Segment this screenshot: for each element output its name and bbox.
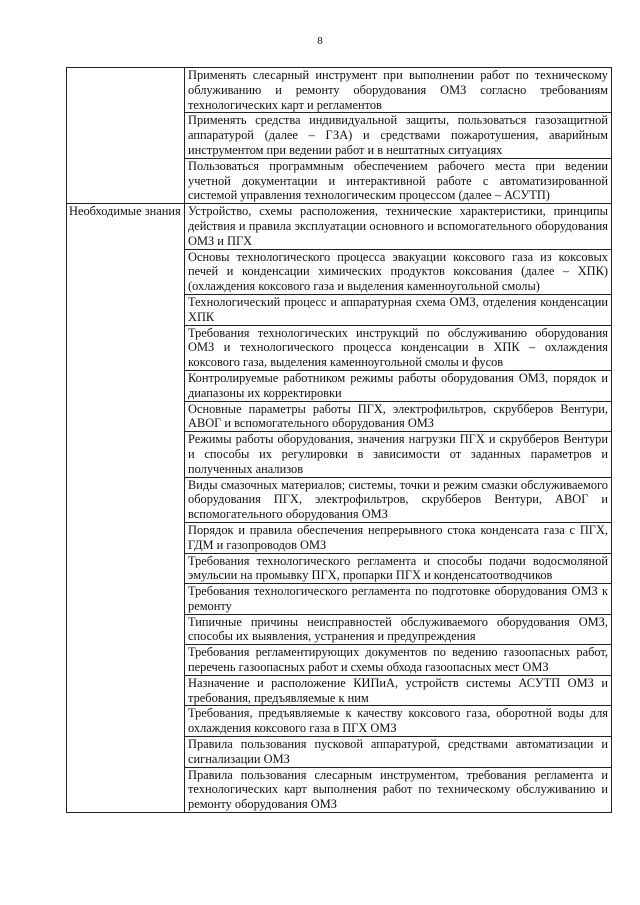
table-row (67, 204, 612, 249)
knowledge-item: Основы технологического процесса эвакуации коксового газа из коксовых печей и конденсации химических продуктов коксования (далее – ХПК) (охлаждения коксового газа и выделения каменноугольной смолы) (185, 249, 612, 294)
knowledge-item: Виды смазочных материалов; системы, точки и режим смазки обслуживаемого оборудования ПГХ, электрофильтров, скрубберов Вентури, АВОГ и вспомогательного оборудования ОМЗ (185, 477, 612, 522)
knowledge-item: Типичные причины неисправностей обслуживаемого оборудования ОМЗ, способы их выявления, устранения и предупреждения (185, 614, 612, 645)
knowledge-item: Контролируемые работником режимы работы оборудования ОМЗ, порядок и диапазоны их корректировки (185, 370, 612, 401)
knowledge-item: Требования технологического регламента по подготовке оборудования ОМЗ к ремонту (185, 584, 612, 615)
knowledge-item: Технологический процесс и аппаратурная схема ОМЗ, отделения конденсации ХПК (185, 294, 612, 325)
knowledge-item: Режимы работы оборудования, значения нагрузки ПГХ и скрубберов Вентури и способы их регулировки в зависимости от заданных параметров и полученных анализов (185, 432, 612, 477)
knowledge-item: Требования технологических инструкций по обслуживанию оборудования ОМЗ и технологического процесса конденсации в ХПК – охлаждения коксового газа, выделения каменноугольной смолы и фусов (185, 325, 612, 370)
knowledge-item: Требования регламентирующих документов по ведению газоопасных работ, перечень газоопасных работ и схемы обхода газоопасных мест ОМЗ (185, 645, 612, 676)
page-number: 8 (317, 35, 323, 47)
knowledge-item: Порядок и правила обеспечения непрерывного стока конденсата газа с ПГХ, ГДМ и газопроводов ОМЗ (185, 522, 612, 553)
skill-item: Применять средства индивидуальной защиты, пользоваться газозащитной аппаратурой (далее – ГЗА) и средствами пожаротушения, аварийным инструментом при ведении работ и в нештатных ситуациях (185, 113, 612, 158)
requirements-table (66, 67, 612, 813)
knowledge-item: Назначение и расположение КИПиА, устройств системы АСУТП ОМЗ и требования, предъявляемые к ним (185, 675, 612, 706)
skill-item: Пользоваться программным обеспечением рабочего места при ведении учетной документации и интерактивной работе с автоматизированной системой управления технологическим процессом (далее – АСУТП) (185, 158, 612, 203)
skill-item: Применять слесарный инструмент при выполнении работ по техническому облуживанию и ремонту оборудования ОМЗ согласно требованиям технологических карт и регламентов (185, 68, 612, 113)
knowledge-item: Требования технологического регламента и способы подачи водосмоляной эмульсии на промывку ПГХ, пропарки ПГХ и конденсатоотводчиков (185, 553, 612, 584)
knowledge-item: Требования, предъявляемые к качеству коксового газа, оборотной воды для охлаждения коксового газа в ПГХ ОМЗ (185, 706, 612, 737)
skills-label-cell (67, 68, 185, 204)
knowledge-item: Правила пользования слесарным инструментом, требования регламента и технологических карт выполнения работ по техническому обслуживанию и ремонту оборудования ОМЗ (185, 767, 612, 812)
table-row (67, 68, 612, 113)
knowledge-item: Устройство, схемы расположения, технические характеристики, принципы действия и правила эксплуатации основного и вспомогательного оборудования ОМЗ и ПГХ (185, 204, 612, 249)
knowledge-item: Основные параметры работы ПГХ, электрофильтров, скрубберов Вентури, АВОГ и вспомогательного оборудования ОМЗ (185, 401, 612, 432)
knowledge-label: Необходимые знания (67, 204, 185, 813)
knowledge-item: Правила пользования пусковой аппаратурой, средствами автоматизации и сигнализации ОМЗ (185, 737, 612, 768)
